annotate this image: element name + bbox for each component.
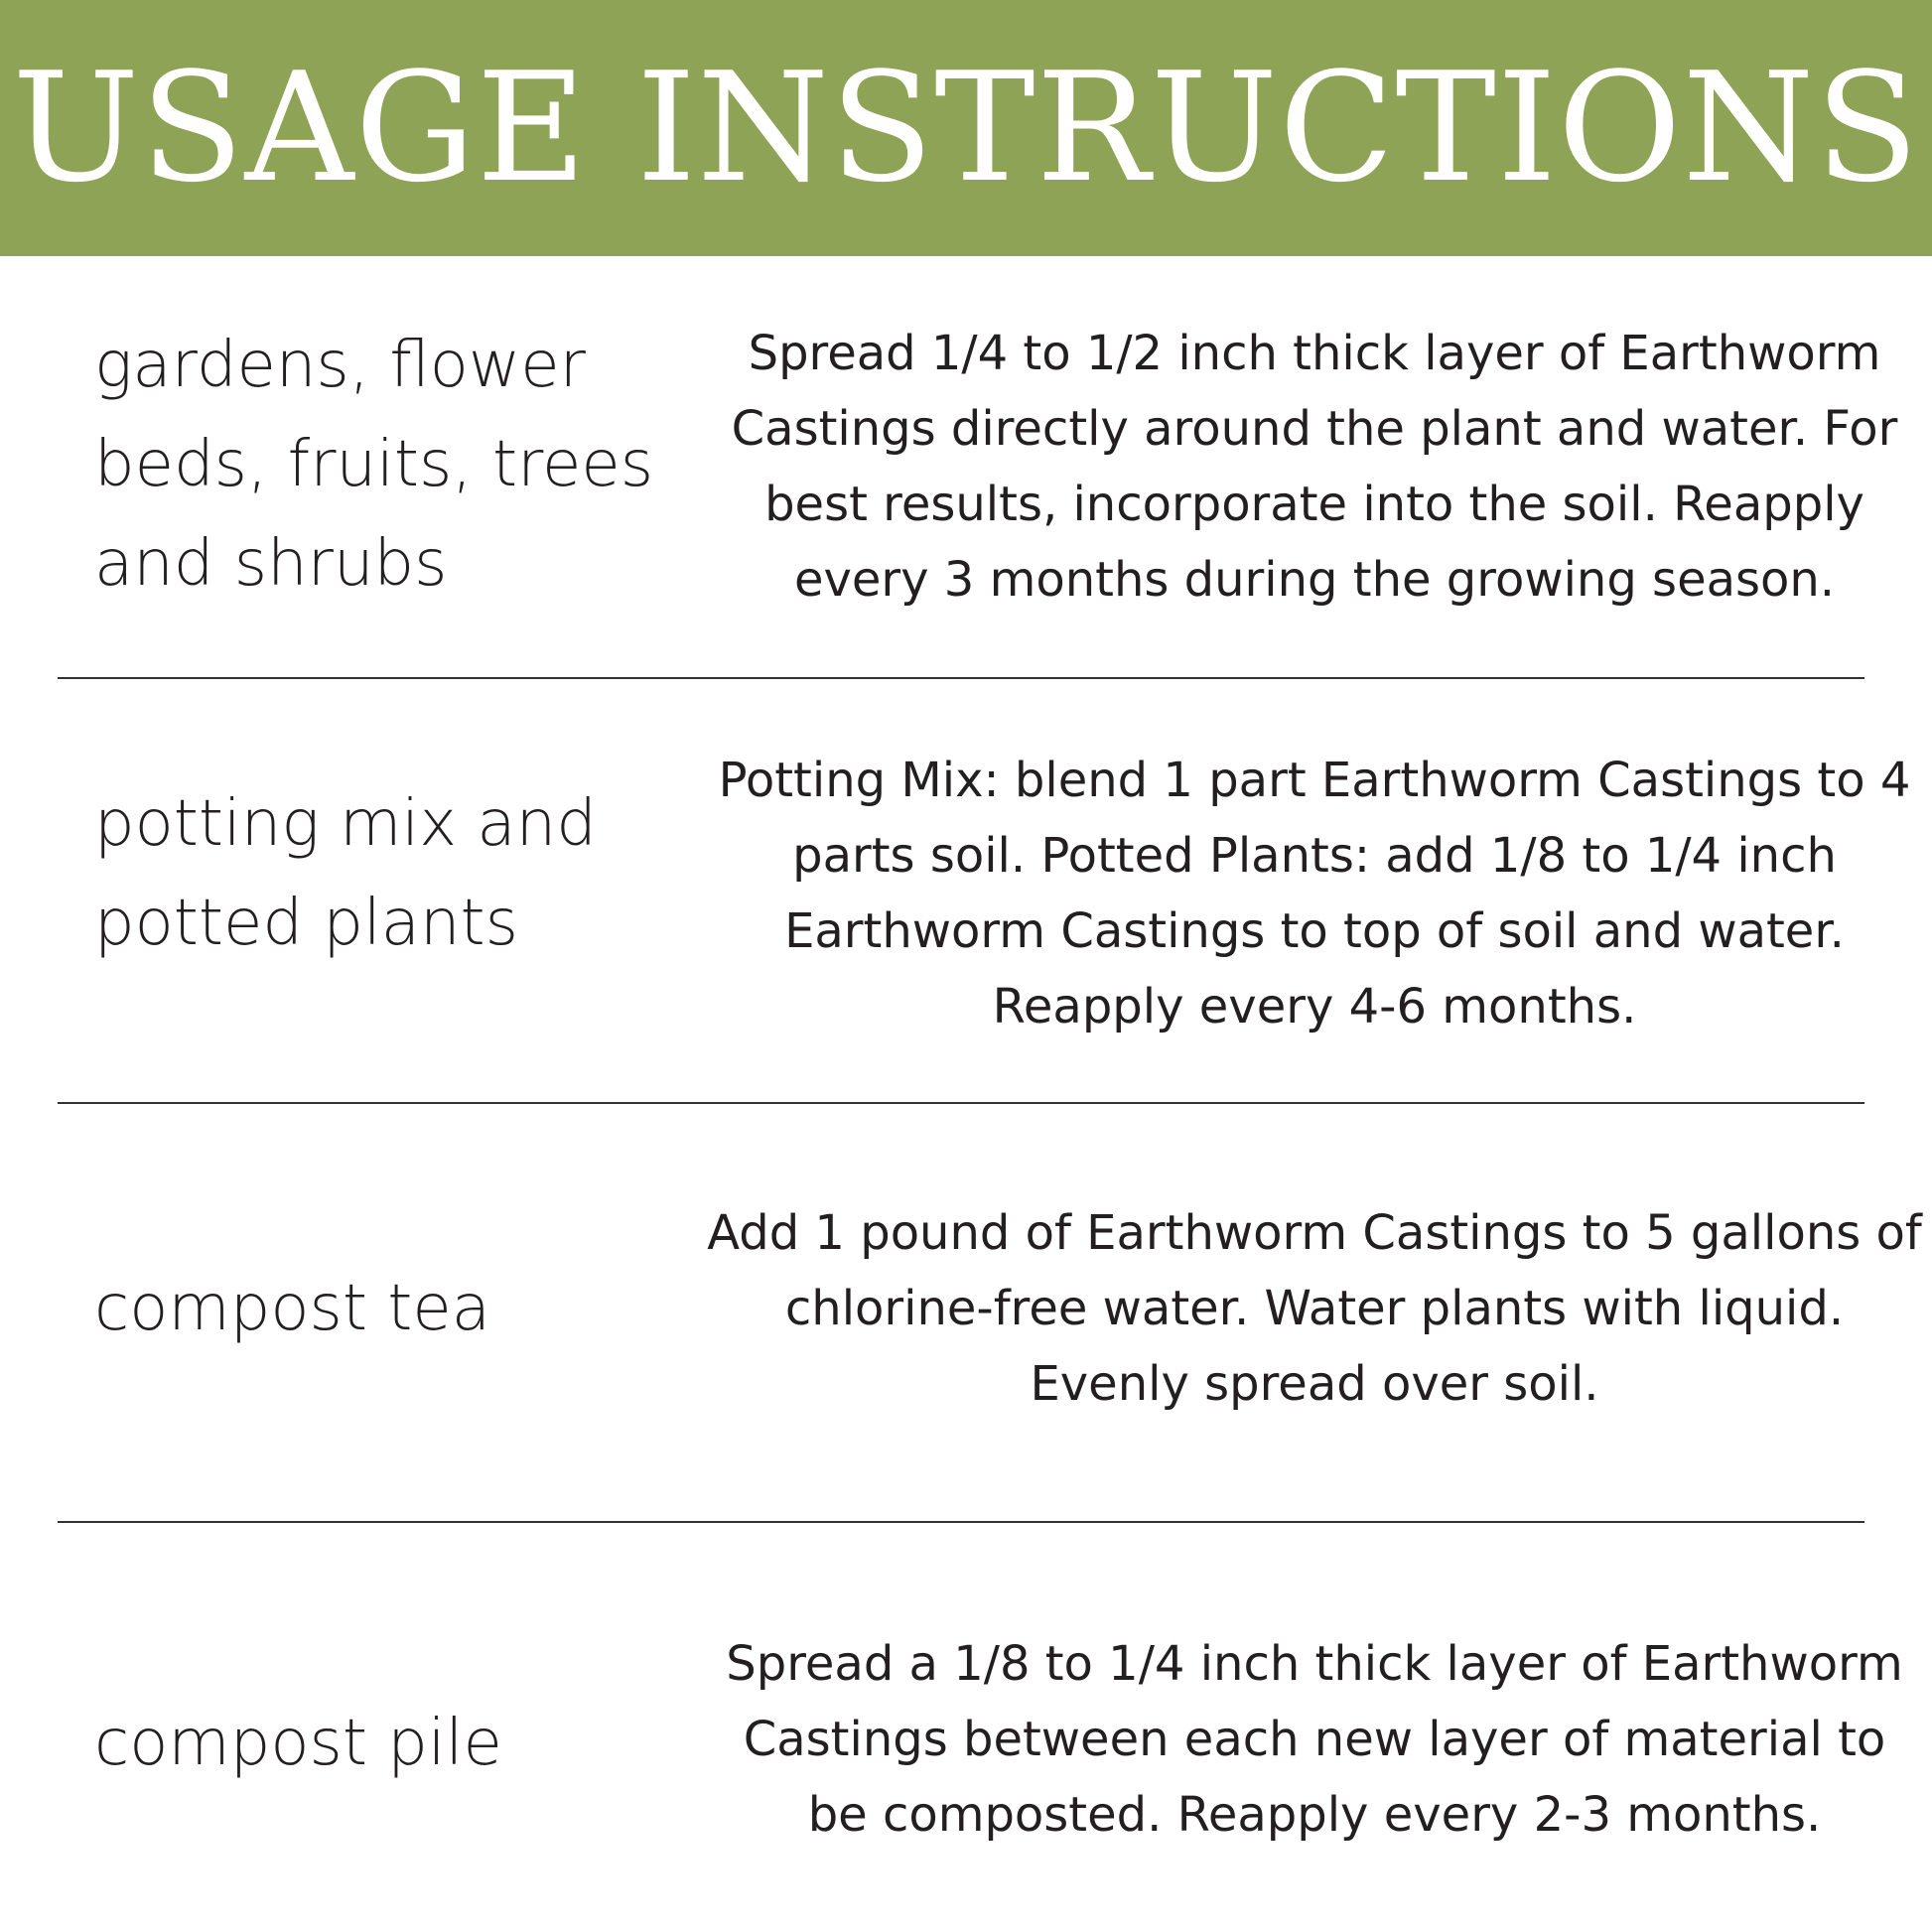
usage-label-compost-pile: compost pile [94,1707,502,1780]
usage-description-compost-tea: Add 1 pound of Earthworm Castings to 5 gallons of chlorine-free water. Water plants with liquid. Evenly spread over soil. [707,1205,1922,1412]
usage-description-gardens: Spread 1/4 to 1/2 inch thick layer of Earthworm Castings directly around the plant and water. For best results, incorporate into the soil. Reapply every 3 months during the growing season. [731,326,1898,608]
usage-label-potting: potting mix and potted plants [94,787,597,960]
usage-label-compost-tea: compost tea [94,1272,490,1345]
usage-description-compost-pile: Spread a 1/8 to 1/4 inch thick layer of Earthworm Castings between each new layer of material to be composted. Reapply every 2-3 months. [726,1636,1903,1843]
header-banner [0,0,1932,256]
usage-description-potting: Potting Mix: blend 1 part Earthworm Castings to 4 parts soil. Potted Plants: add 1/8 to 1/4 inch Earthworm Castings to top of soil and water. Reapply every 4-6 months. [718,753,1911,1035]
row-divider [58,677,1864,679]
usage-label-gardens: gardens, flower beds, fruits, trees and shrubs [94,329,654,601]
row-divider [58,1521,1864,1523]
page-title: USAGE INSTRUCTIONS [12,40,1920,215]
row-divider [58,1102,1864,1104]
